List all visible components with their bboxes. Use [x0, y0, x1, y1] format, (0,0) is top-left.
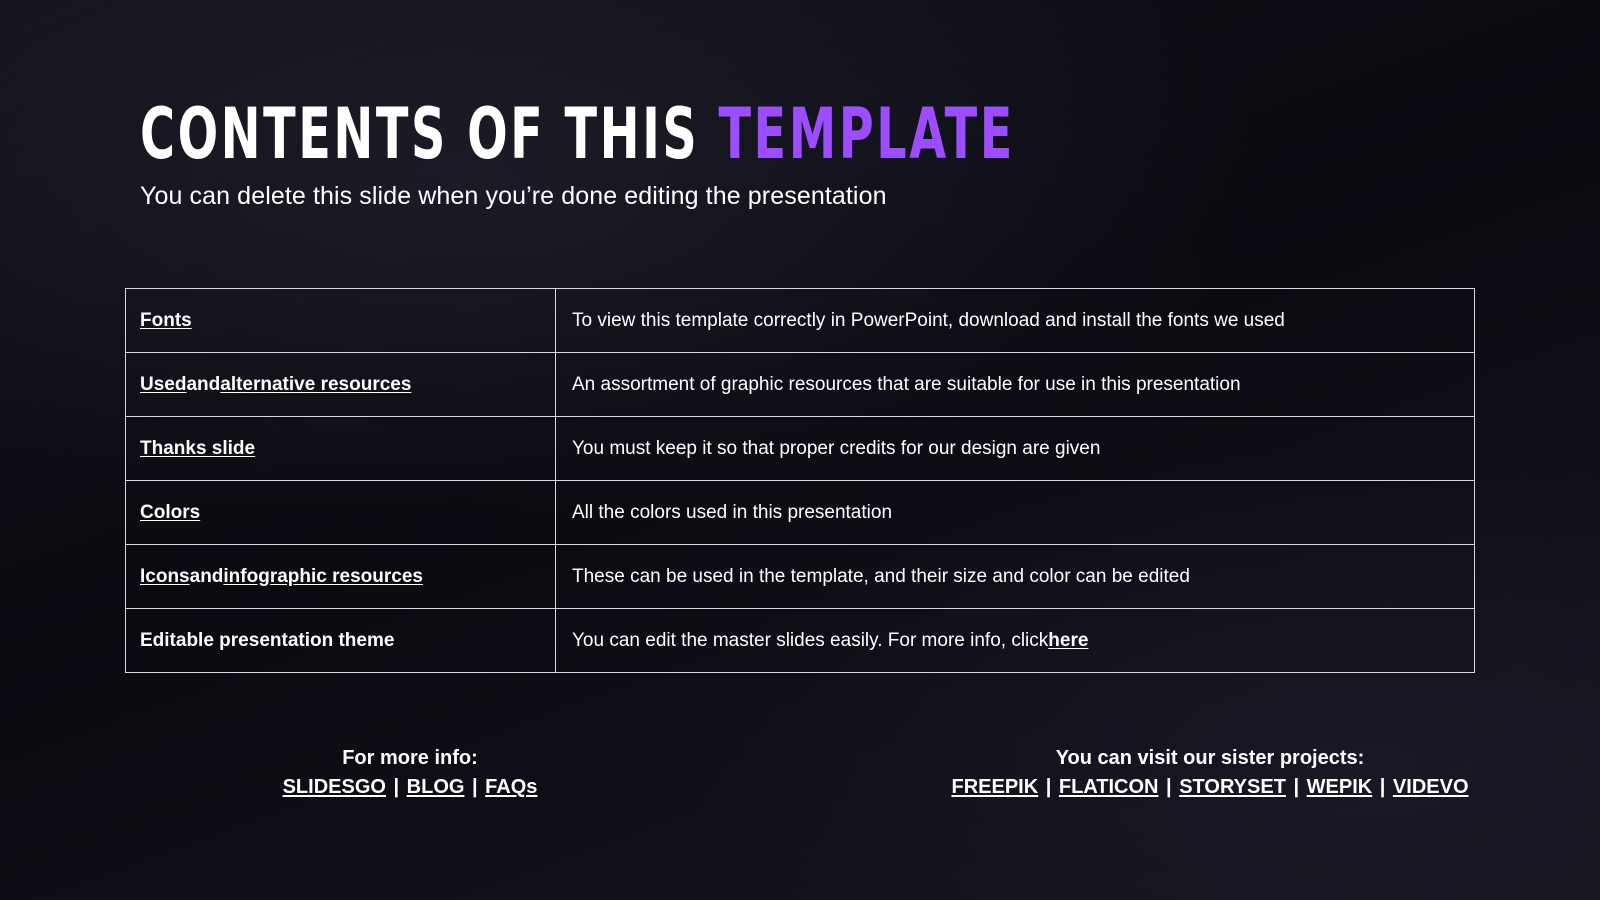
link-flaticon[interactable]: FLATICON [1058, 776, 1159, 798]
label-editable-presentation-theme: Editable presentation theme [140, 629, 395, 651]
page-title-main: CONTENTS OF THIS [140, 94, 719, 176]
footer-more-info [0, 745, 820, 801]
table-cell-label [126, 353, 556, 416]
description-text: These can be used in the template, and their size and color can be edited [572, 565, 1190, 587]
table-cell-label [126, 545, 556, 608]
link-thanks-slide[interactable]: Thanks slide [140, 437, 256, 459]
table-cell-description [556, 609, 1474, 672]
contents-table [125, 288, 1475, 673]
footer-sister-projects-heading: You can visit our sister projects: [1055, 747, 1365, 769]
table-cell-label [126, 289, 556, 352]
description-text: To view this template correctly in PowerPoint, download and install the fonts we used [572, 309, 1285, 331]
table-cell-description [556, 289, 1474, 352]
table-cell-label [126, 481, 556, 544]
table-cell-label [126, 417, 556, 480]
table-cell-description [556, 417, 1474, 480]
link-fonts[interactable]: Fonts [140, 309, 192, 331]
table-row [126, 545, 1474, 609]
footer [0, 745, 1600, 801]
table-cell-label [126, 609, 556, 672]
link-blog[interactable]: BLOG [406, 776, 465, 798]
link-faqs[interactable]: FAQs [485, 776, 538, 798]
link-storyset[interactable]: STORYSET [1179, 776, 1286, 798]
description-text: An assortment of graphic resources that are suitable for use in this presentation [572, 373, 1241, 395]
footer-separator: | [1040, 776, 1057, 798]
page-title-accent: TEMPLATE [718, 94, 1015, 176]
link-wepik[interactable]: WEPIK [1306, 776, 1373, 798]
link-used[interactable]: Used [140, 373, 187, 395]
description-text: All the colors used in this presentation [572, 501, 893, 523]
footer-more-info-heading: For more info: [342, 747, 478, 769]
link-alternative-resources[interactable]: alternative resources [220, 373, 412, 395]
footer-sister-projects-links [820, 774, 1600, 801]
footer-separator: | [1287, 776, 1305, 798]
table-row [126, 481, 1474, 545]
footer-more-info-links [0, 774, 820, 801]
label-conjunction: and [189, 565, 224, 587]
footer-sister-projects [820, 745, 1600, 801]
description-text: You must keep it so that proper credits for our design are given [572, 437, 1101, 459]
table-row [126, 609, 1474, 672]
table-cell-description [556, 545, 1474, 608]
link-colors[interactable]: Colors [140, 501, 201, 523]
label-conjunction: and [186, 373, 221, 395]
link-slidesgo[interactable]: SLIDESGO [282, 776, 386, 798]
description-text: You can edit the master slides easily. For more info, click [572, 629, 1049, 651]
footer-separator: | [1374, 776, 1391, 798]
table-row [126, 417, 1474, 481]
table-cell-description [556, 353, 1474, 416]
link-freepik[interactable]: FREEPIK [951, 776, 1039, 798]
link-here[interactable]: here [1048, 629, 1089, 651]
page-subtitle: You can delete this slide when you’re done editing the presentation [140, 182, 887, 210]
link-infographic-resources[interactable]: infographic resources [223, 565, 423, 587]
footer-separator: | [466, 776, 484, 798]
link-icons[interactable]: Icons [140, 565, 190, 587]
table-row [126, 289, 1474, 353]
link-videvo[interactable]: VIDEVO [1392, 776, 1469, 798]
footer-separator: | [1160, 776, 1178, 798]
table-row [126, 353, 1474, 417]
page-title [140, 94, 1015, 176]
footer-separator: | [387, 776, 405, 798]
table-cell-description [556, 481, 1474, 544]
